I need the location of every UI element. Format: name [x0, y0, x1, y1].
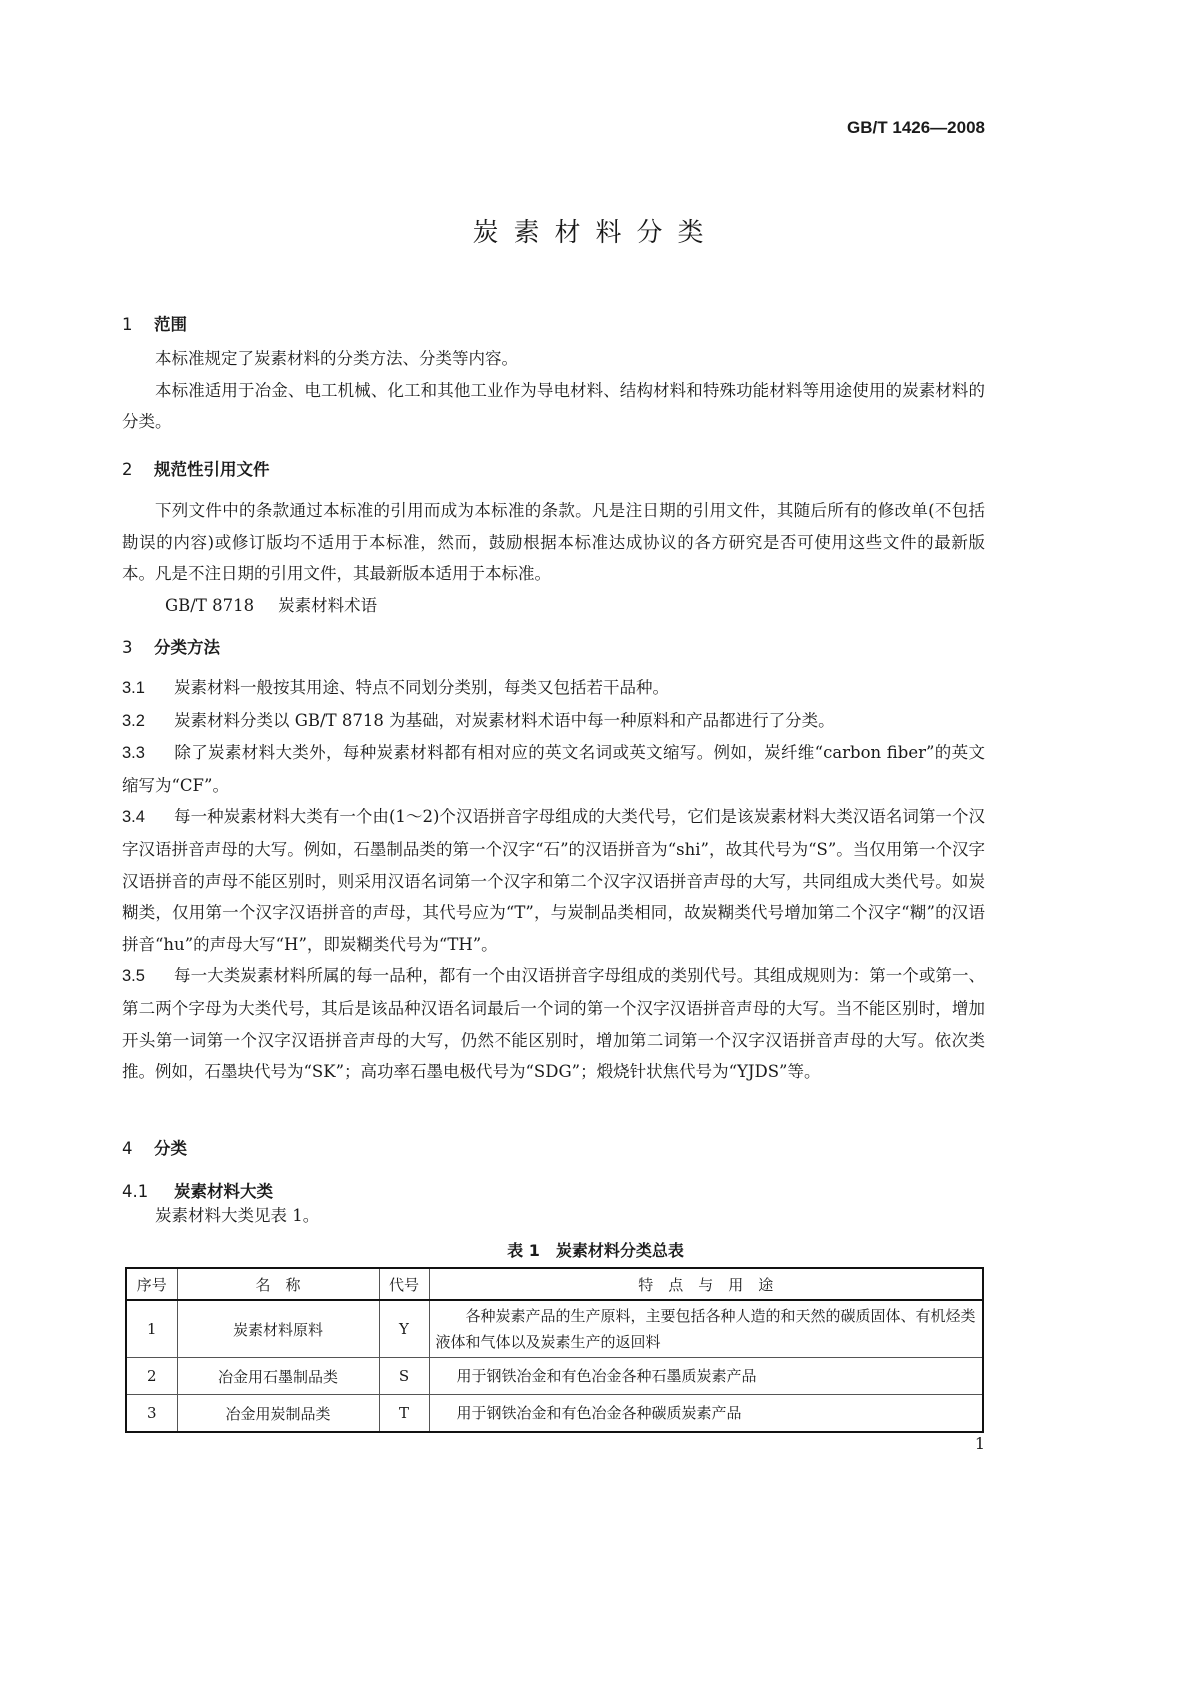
document-title: 炭素材料分类 [472, 218, 719, 248]
paragraph: 炭素材料大类见表 1。 [155, 1206, 320, 1225]
reference-title: 炭素材料术语 [278, 595, 378, 615]
table-header-row [126, 1268, 983, 1300]
clause-number: 3.3 [122, 744, 145, 763]
section-4-heading [122, 1135, 187, 1159]
column-header: 名 称 [177, 1268, 379, 1300]
table-caption: 表 1 炭素材料分类总表 [507, 1241, 684, 1260]
clause-text: 炭素材料分类以 GB/T 8718 为基础，对炭素材料术语中每一种原料和产品都进行了分类。 [174, 710, 835, 730]
clause-number: 3.2 [122, 711, 145, 730]
section-3-body [122, 672, 985, 1088]
section-number: 4.1 [122, 1182, 149, 1201]
section-title: 炭素材料大类 [174, 1182, 273, 1201]
cell-index: 3 [126, 1395, 177, 1433]
reference-code: GB/T 8718 [165, 595, 255, 615]
clause-3-4 [122, 801, 985, 960]
section-title: 分类 [154, 1139, 187, 1158]
section-title: 分类方法 [154, 638, 220, 657]
clause-3-5 [122, 960, 985, 1087]
cell-name: 冶金用石墨制品类 [177, 1358, 379, 1395]
subsection-4-1-heading [122, 1178, 273, 1202]
cell-usage: 用于钢铁冶金和有色冶金各种碳质炭素产品 [429, 1395, 983, 1433]
clause-number: 3.5 [122, 967, 145, 986]
section-number: 1 [122, 315, 133, 334]
clause-number: 3.1 [122, 679, 145, 697]
table-row [126, 1358, 983, 1395]
section-2-heading [122, 456, 270, 480]
clause-text: 每一种炭素材料大类有一个由(1～2)个汉语拼音字母组成的大类代号，它们是该炭素材料大类汉语名词第一个汉字汉语拼音声母的大写。例如，石墨制品类的第一个汉字“石”的汉语拼音为“shi”，故其代号为“S”。当仅用第一个汉字汉语拼音的声母不能区别时，则采用汉语名词第一个汉字和第二个汉字汉语拼音声母的大写，共同组成大类代号。如炭糊类，仅用第一个汉字汉语拼音的声母，其代号应为“T”，与炭制品类相同，故炭糊类代号增加第二个汉字“糊”的汉语拼音“hu”的声母大写“H”，即炭糊类代号为“TH”。 [122, 807, 985, 954]
column-header: 特 点 与 用 途 [429, 1268, 983, 1300]
column-header: 代号 [379, 1268, 429, 1300]
section-title: 范围 [154, 315, 187, 334]
cell-code: T [379, 1395, 429, 1433]
section-number: 2 [122, 460, 133, 479]
subsection-4-1-body [122, 1200, 985, 1232]
clause-3-3 [122, 737, 985, 801]
page-number: 1 [974, 1434, 985, 1453]
paragraph: 下列文件中的条款通过本标准的引用而成为本标准的条款。凡是注日期的引用文件，其随后所有的修改单(不包括勘误的内容)或修订版均不适用于本标准，然而，鼓励根据本标准达成协议的各方研究是否可使用这些文件的最新版本。凡是不注日期的引用文件，其最新版本适用于本标准。 [122, 501, 985, 584]
clause-text: 除了炭素材料大类外，每种炭素材料都有相对应的英文名词或英文缩写。例如，炭纤维“carbon fiber”的英文缩写为“CF”。 [122, 743, 985, 795]
section-number: 4 [122, 1139, 133, 1158]
section-3-heading [122, 634, 220, 658]
section-1-body [122, 343, 985, 438]
column-header: 序号 [126, 1268, 177, 1300]
paragraph: 本标准适用于冶金、电工机械、化工和其他工业作为导电材料、结构材料和特殊功能材料等用途使用的炭素材料的分类。 [122, 380, 985, 432]
standard-number: GB/T 1426—2008 [847, 118, 985, 137]
section-2-body [122, 495, 985, 621]
paragraph: 本标准规定了炭素材料的分类方法、分类等内容。 [155, 349, 518, 368]
table-row [126, 1300, 983, 1358]
clause-text: 每一大类炭素材料所属的每一品种，都有一个由汉语拼音字母组成的类别代号。其组成规则为：第一个或第一、第二两个字母为大类代号，其后是该品种汉语名词最后一个词的第一个汉字汉语拼音声母的大写。当不能区别时，增加开头第一词第一个汉字汉语拼音声母的大写，仍然不能区别时，增加第二词第一个汉字汉语拼音声母的大写。依次类推。例如，石墨块代号为“SK”；高功率石墨电极代号为“SDG”；煅烧针状焦代号为“YJDS”等。 [122, 966, 985, 1082]
cell-name: 冶金用炭制品类 [177, 1395, 379, 1433]
cell-usage: 各种炭素产品的生产原料，主要包括各种人造的和天然的碳质固体、有机烃类液体和气体以及炭素生产的返回料 [429, 1300, 983, 1358]
clause-number: 3.4 [122, 808, 145, 827]
cell-code: Y [379, 1300, 429, 1358]
section-number: 3 [122, 638, 133, 657]
section-title: 规范性引用文件 [154, 460, 270, 479]
clause-text: 炭素材料一般按其用途、特点不同划分类别，每类又包括若干品种。 [174, 678, 669, 697]
cell-index: 1 [126, 1300, 177, 1358]
clause-3-1 [122, 672, 985, 705]
table-row [126, 1395, 983, 1433]
classification-table [125, 1267, 984, 1433]
normative-reference [122, 590, 985, 622]
cell-name: 炭素材料原料 [177, 1300, 379, 1358]
cell-usage: 用于钢铁冶金和有色冶金各种石墨质炭素产品 [429, 1358, 983, 1395]
clause-3-2 [122, 705, 985, 738]
section-1-heading [122, 311, 187, 335]
cell-index: 2 [126, 1358, 177, 1395]
cell-code: S [379, 1358, 429, 1395]
